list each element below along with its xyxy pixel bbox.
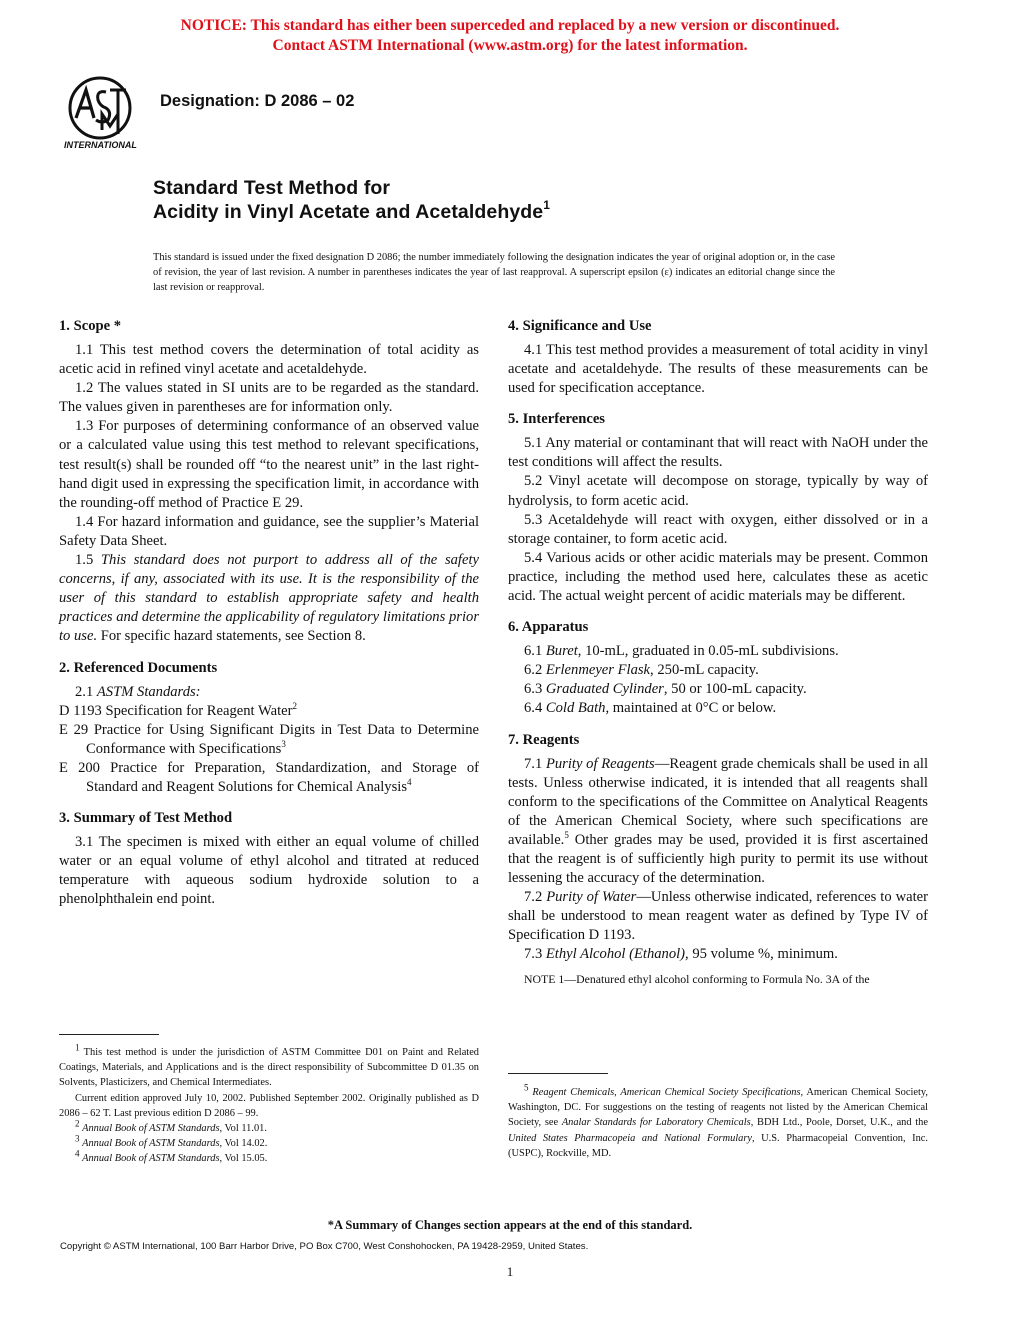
para-1-4: 1.4 For hazard information and guidance, see the supplier’s Material Safety Data Sheet.	[59, 513, 479, 549]
notice-line-1: NOTICE: This standard has either been superceded and replaced by a new version or discontinued.	[180, 17, 840, 34]
para-5-2: 5.2 Vinyl acetate will decompose on storage, typically by way of hydrolysis, to form acetic acid.	[508, 473, 928, 509]
para-2-1: 2.1 ASTM Standards:	[75, 683, 201, 700]
left-column	[59, 317, 479, 909]
footnote-1: $^1$ This test method is under the jurisdiction of ASTM Committee D01 on Paint and Related Coatings, Materials, and Applications and is the direct responsibility of Subcommittee D 01.35 on Solvents, Plasticizers, and Chemical Intermediates.	[59, 1042, 479, 1089]
ref-e29: E 29 Practice for Using Significant Digits in Test Data to Determine Conformance with Specifications$^3$	[59, 721, 479, 757]
page-number: 1	[506, 1264, 514, 1279]
para-1-2: 1.2 The values stated in SI units are to be regarded as the standard. The values given in parentheses are for information only.	[59, 380, 479, 416]
left-footnotes	[59, 1042, 479, 1167]
logo-text: INTERNATIONAL	[64, 140, 137, 150]
summary-of-changes-note: *A Summary of Changes section appears at the end of this standard.	[327, 1218, 693, 1232]
footnote-5: $^5$ Reagent Chemicals, American Chemical Society Specifications, American Chemical Society, Washington, DC. For suggestions on the testing of reagents not listed by the American Chemical Society, see Analar Standards for Laboratory Chemicals, BDH Ltd., Poole, Dorset, U.K., and the United States Pharmacopeia and National Formulary, U.S. Pharmacopeial Convention, Inc. (USPC), Rockville, MD.	[508, 1082, 928, 1159]
right-footnotes	[508, 1082, 928, 1161]
section-7-heading: 7. Reagents	[508, 731, 580, 748]
para-5-3: 5.3 Acetaldehyde will react with oxygen, either dissolved or in a storage container, to form acetic acid.	[508, 511, 928, 547]
para-7-1: 7.1 Purity of Reagents—Reagent grade chemicals shall be used in all tests. Unless otherwise indicated, it is intended that all reagents shall conform to the specifications of the Committee on Analytical Reagents of the American Chemical Society, where such specifications are available.$^5$ Other grades may be used, provided it is first ascertained that the reagent is of sufficiently high purity to permit its use without lessening the accuracy of the determination.	[508, 755, 929, 887]
title-line-1: Standard Test Method for	[153, 177, 391, 199]
ref-d1193: D 1193 Specification for Reagent Water$^2$	[59, 700, 297, 719]
section-1-heading: 1. Scope *	[59, 318, 122, 334]
para-6-4: 6.4 Cold Bath, maintained at 0°C or below.	[524, 700, 777, 717]
intro-paragraph: This standard is issued under the fixed designation D 2086; the number immediately following the designation indicates the year of original adoption or, in the case of revision, the year of last revision. A number in parentheses indicates the year of last reapproval. A superscript epsilon (ε) indicates an editorial change since the last revision or reapproval.	[153, 252, 835, 294]
notice-line-2: Contact ASTM International (www.astm.org) for the latest information.	[272, 37, 748, 54]
para-1-1: 1.1 This test method covers the determination of total acidity as acetic acid in refined vinyl acetate and acetaldehyde.	[59, 342, 479, 378]
para-5-1: 5.1 Any material or contaminant that will react with NaOH under the test conditions will affect the results.	[508, 435, 928, 471]
para-7-2: 7.2 Purity of Water—Unless otherwise indicated, references to water shall be understood to mean reagent water as defined by Type IV of Specification D 1193.	[508, 889, 929, 944]
footnote-1b: Current edition approved July 10, 2002. Published September 2002. Originally published as D 2086 – 62 T. Last previous edition D 2086 – 99.	[59, 1092, 479, 1119]
designation: Designation: D 2086 – 02	[160, 92, 355, 110]
section-3-heading: 3. Summary of Test Method	[59, 810, 233, 827]
para-5-4: 5.4 Various acids or other acidic materials may be present. Common practice, including the method used here, calculates these as acetic acid. The actual weight percent of acidic materials may be different.	[508, 549, 928, 605]
footnote-3: $^3$ Annual Book of ASTM Standards, Vol 14.02.	[75, 1133, 268, 1150]
para-1-3: 1.3 For purposes of determining conformance of an observed value or a calculated value using this test method to relevant specifications, test result(s) shall be rounded off “to the nearest unit” in the last right-hand digit used in expressing the specification limit, in accordance with the rounding-off method of Practice E 29.	[59, 418, 479, 511]
para-6-1: 6.1 Buret, 10-mL, graduated in 0.05-mL subdivisions.	[524, 643, 839, 660]
para-6-2: 6.2 Erlenmeyer Flask, 250-mL capacity.	[524, 662, 759, 679]
section-2-heading: 2. Referenced Documents	[59, 659, 218, 676]
para-1-5: 1.5 This standard does not purport to address all of the safety concerns, if any, associated with its use. It is the responsibility of the user of this standard to establish appropriate safety and health practices and determine the applicability of regulatory limitations prior to use. For specific hazard statements, see Section 8.	[59, 552, 479, 645]
footnote-rule-right	[508, 1073, 608, 1074]
right-column	[508, 317, 928, 987]
footnote-rule-left	[59, 1034, 159, 1035]
ref-e200: E 200 Practice for Preparation, Standardization, and Storage of Standard and Reagent Solutions for Chemical Analysis$^4$	[59, 759, 479, 795]
note-1: NOTE 1—Denatured ethyl alcohol conforming to Formula No. 3A of the	[524, 971, 870, 986]
footnote-2: $^2$ Annual Book of ASTM Standards, Vol 11.01.	[75, 1118, 267, 1135]
copyright-line: Copyright © ASTM International, 100 Barr Harbor Drive, PO Box C700, West Conshohocken, PA 19428-2959, United States.	[60, 1241, 589, 1252]
para-6-3: 6.3 Graduated Cylinder, 50 or 100-mL capacity.	[524, 681, 807, 698]
para-7-3: 7.3 Ethyl Alcohol (Ethanol), 95 volume %, minimum.	[524, 946, 838, 963]
section-4-heading: 4. Significance and Use	[508, 318, 652, 334]
para-3-1: 3.1 The specimen is mixed with either an equal volume of chilled water or an equal volume of ethyl alcohol and titrated at reduced temperature with aqueous sodium hydroxide solution to a phenolphthalein end point.	[59, 834, 479, 908]
section-5-heading: 5. Interferences	[508, 411, 605, 428]
astm-logo	[58, 74, 146, 154]
section-6-heading: 6. Apparatus	[508, 619, 589, 636]
footnote-4: $^4$ Annual Book of ASTM Standards, Vol 15.05.	[75, 1148, 268, 1165]
para-4-1: 4.1 This test method provides a measurement of total acidity in vinyl acetate and acetaldehyde. The results of these measurements can be used for specification acceptance.	[508, 342, 928, 397]
title-line-2: Acidity in Vinyl Acetate and Acetaldehyde$^1$	[153, 197, 551, 223]
